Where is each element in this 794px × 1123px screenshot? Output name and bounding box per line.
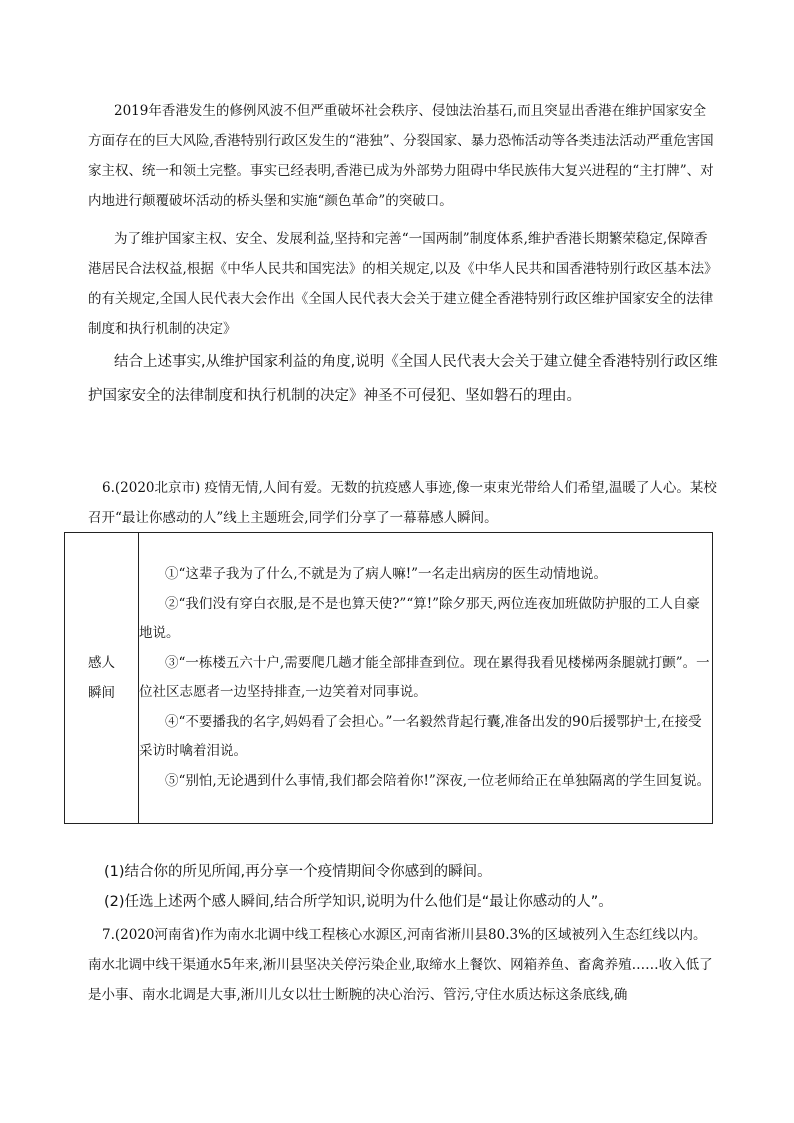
passage-paragraph-1: 2019年香港发生的修例风波不但严重破坏社会秩序、侵蚀法治基石,而且突显出香港在维护国家安全方面存在的巨大风险,香港特别行政区发生的“港独”、分裂国家、暴力恐怖活动等各类违法活动严重危害国家主权、统一和领土完整。事实已经表明,香港已成为外部势力阻碍中华民族伟大复兴进程的“主打牌”、对内地进行颠覆破坏活动的桥头堡和实施“颜色革命”的突破口。 bbox=[88, 103, 714, 209]
moments-table bbox=[64, 532, 713, 824]
moments-table-label bbox=[65, 533, 139, 824]
question-5-prompt: 结合上述事实,从维护国家利益的角度,说明《全国人民代表大会关于建立健全香港特别行政区维护国家安全的法律制度和执行机制的决定》神圣不可侵犯、坚如磐石的理由。 bbox=[88, 354, 718, 404]
label-line-1: 感人 bbox=[88, 655, 115, 671]
moment-item-1: ①“这辈子我为了什么,不就是为了病人嘛!”一名走出病房的医生动情地说。 bbox=[165, 566, 608, 582]
question-6-sub-1: (1)结合你的所见所闻,再分享一个疫情期间令你感到的瞬间。 bbox=[104, 864, 492, 880]
label-line-2: 瞬间 bbox=[88, 685, 115, 701]
question-6-sub-2: (2)任选上述两个感人瞬间,结合所学知识,说明为什么他们是“最让你感动的人”。 bbox=[104, 894, 613, 910]
moment-item-2: ②“我们没有穿白衣服,是不是也算天使?”“算!”除夕那天,两位连夜加班做防护服的工人自豪地说。 bbox=[139, 595, 700, 641]
moment-item-4: ④“不要播我的名字,妈妈看了会担心。”一名毅然背起行囊,准备出发的90后援鄂护士,在接受采访时噙着泪说。 bbox=[139, 713, 702, 759]
moment-item-5: ⑤“别怕,无论遇到什么事情,我们都会陪着你!”深夜,一位老师给正在单独隔离的学生回复说。 bbox=[165, 772, 711, 789]
moments-list bbox=[139, 533, 713, 824]
passage-paragraph-2: 为了维护国家主权、安全、发展利益,坚持和完善“一国两制”制度体系,维护香港长期繁荣稳定,保障香港居民合法权益,根据《中华人民共和国宪法》的相关规定,以及《中华人民共和国香港特别行政区基本法》的有关规定,全国人民代表大会作出《全国人民代表大会关于建立健全香港特别行政区维护国家安全的法律制度和执行机制的决定》 bbox=[88, 231, 718, 337]
moment-item-3: ③“一栋楼五六十户,需要爬几趟才能全部排查到位。现在累得我看见楼梯两条腿就打颤”。一位社区志愿者一边坚持排查,一边笑着对同事说。 bbox=[139, 654, 710, 700]
question-7-intro: 7.(2020河南省)作为南水北调中线工程核心水源区,河南省淅川县80.3%的区域被列入生态红线以内。南水北调中线干渠通水5年来,淅川县坚决关停污染企业,取缔水上餐饮、网箱养鱼、畜禽养殖……收入低了是小事、南水北调是大事,淅川儿女以壮士断腕的决心治污、管污,守住水质达标这条底线,确 bbox=[88, 927, 713, 1003]
question-6-intro: 6.(2020北京市) 疫情无情,人间有爱。无数的抗疫感人事迹,像一束束光带给人们希望,温暖了人心。某校召开“最让你感动的人”线上主题班会,同学们分享了一幕幕感人瞬间。 bbox=[88, 480, 717, 526]
